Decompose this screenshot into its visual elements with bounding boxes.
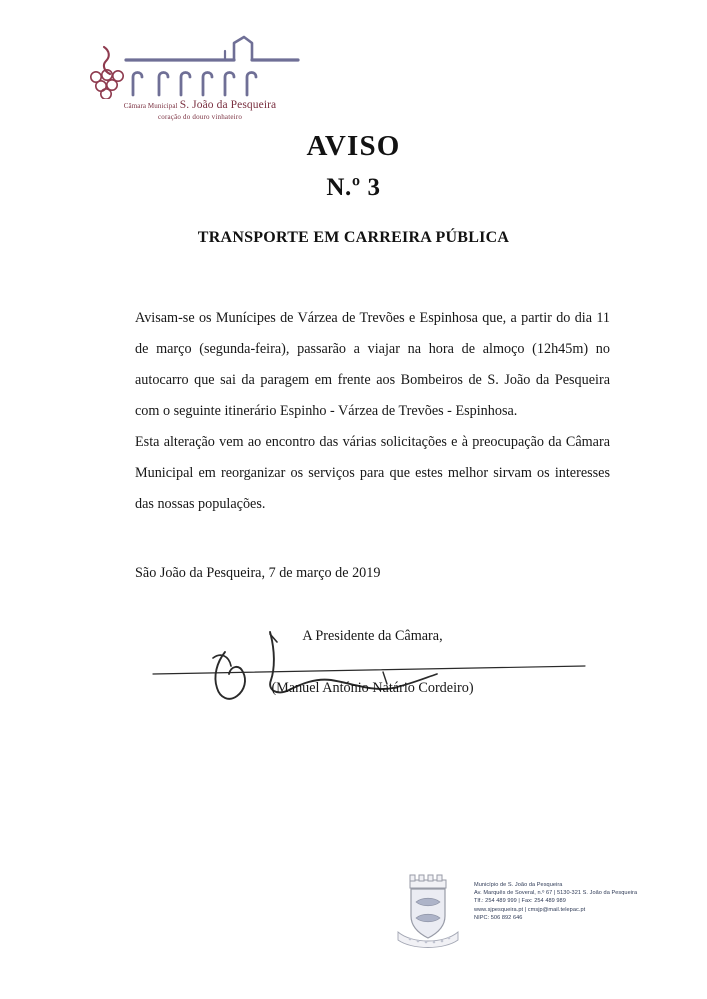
footer-line-nipc: NIPC: 506 892 646 — [474, 914, 523, 921]
notice-subject: TRANSPORTE EM CARREIRA PÚBLICA — [197, 229, 510, 246]
body-paragraph-1: Avisam-se os Munícipes de Várzea de Trevões e Espinhosa que, a partir do dia 11 de março (segunda-feira), passarão a viajar na hora de almoço (12h45m) no autocarro que sai da paragem em frente aos Bombeiros de S. João da Pesqueira com o seguinte itinerário Espinho - Várzea de Trevões - Espinhosa. — [135, 310, 610, 419]
logo-organization-name — [84, 99, 316, 111]
logo-artwork — [84, 33, 316, 99]
footer-line-address: Av. Marquês de Soveral, n.º 67 | 5130-321 S. João da Pesqueira — [474, 890, 638, 897]
notice-body — [135, 303, 610, 520]
footer-line-municipality: Município de S. João da Pesqueira — [474, 882, 563, 888]
place-and-date: São João da Pesqueira, 7 de março de 2019 — [135, 565, 381, 581]
logo-tagline: coração do douro vinhateiro — [157, 113, 243, 121]
notice-number: N.º 3 — [326, 174, 381, 201]
page-title: AVISO — [306, 130, 401, 162]
grape-berries — [91, 70, 123, 99]
signatory-role: A Presidente da Câmara, — [302, 628, 443, 644]
logo-org-main: S. João da Pesqueira — [179, 99, 277, 111]
footer-line-phone: Tlf.: 254 489 999 | Fax: 254 489 989 — [474, 898, 566, 905]
footer-line-web-email: www.sjpesqueira.pt | cmsjp@mail.telepac.pt — [474, 906, 586, 913]
body-paragraph-2: Esta alteração vem ao encontro das várias solicitações e à preocupação da Câmara Municipal em reorganizar os serviços para que estes melhor sirvam os interesses das nossas populações. — [135, 434, 610, 512]
municipal-coat-of-arms-icon — [394, 872, 462, 948]
logo-org-prefix: Câmara Municipal — [123, 102, 178, 110]
signatory-name: (Manuel António Natário Cordeiro) — [271, 680, 474, 696]
logo-mark — [84, 33, 316, 99]
document-footer — [394, 872, 684, 948]
arcade-building-icon — [126, 37, 298, 95]
municipality-logo — [84, 33, 316, 125]
signature-block — [135, 628, 610, 708]
footer-contact-details — [474, 881, 684, 922]
